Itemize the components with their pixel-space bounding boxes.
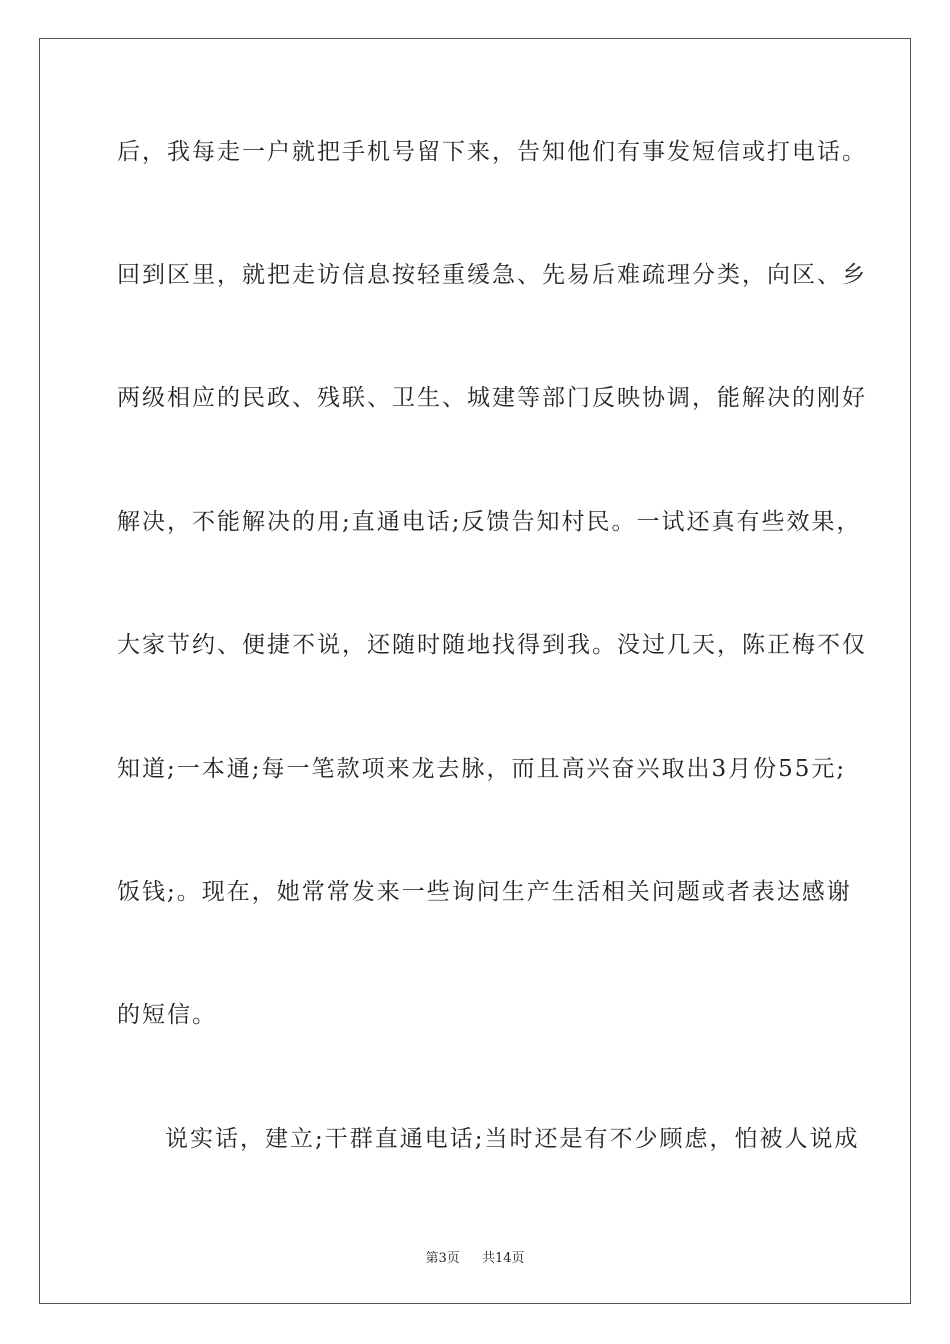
page-border — [39, 38, 911, 1304]
page-number-current: 第3页 — [425, 1251, 460, 1266]
page-footer — [0, 1247, 950, 1266]
body-text-line-2: 回到区里，就把走访信息按轻重缓急、先易后难疏理分类，向区、乡 — [117, 262, 867, 288]
body-text-line-7: 饭钱;。现在，她常常发来一些询问生产生活相关问题或者表达感谢 — [117, 879, 852, 905]
body-text-line-5: 大家节约、便捷不说，还随时随地找得到我。没过几天，陈正梅不仅 — [117, 632, 867, 658]
body-text-line-8: 的短信。 — [117, 1002, 217, 1028]
body-text-paragraph-start: 说实话，建立;干群直通电话;当时还是有不少顾虑，怕被人说成 — [165, 1126, 860, 1152]
page-number-total: 共14页 — [482, 1251, 525, 1266]
body-text-line-4: 解决，不能解决的用;直通电话;反馈告知村民。一试还真有些效果， — [117, 509, 862, 535]
body-text-line-1: 后，我每走一户就把手机号留下来，告知他们有事发短信或打电话。 — [117, 139, 867, 165]
body-text-line-3: 两级相应的民政、残联、卫生、城建等部门反映协调，能解决的刚好 — [117, 385, 867, 411]
body-text-line-6: 知道;一本通;每一笔款项来龙去脉，而且高兴奋兴取出3月份55元; — [117, 756, 847, 782]
